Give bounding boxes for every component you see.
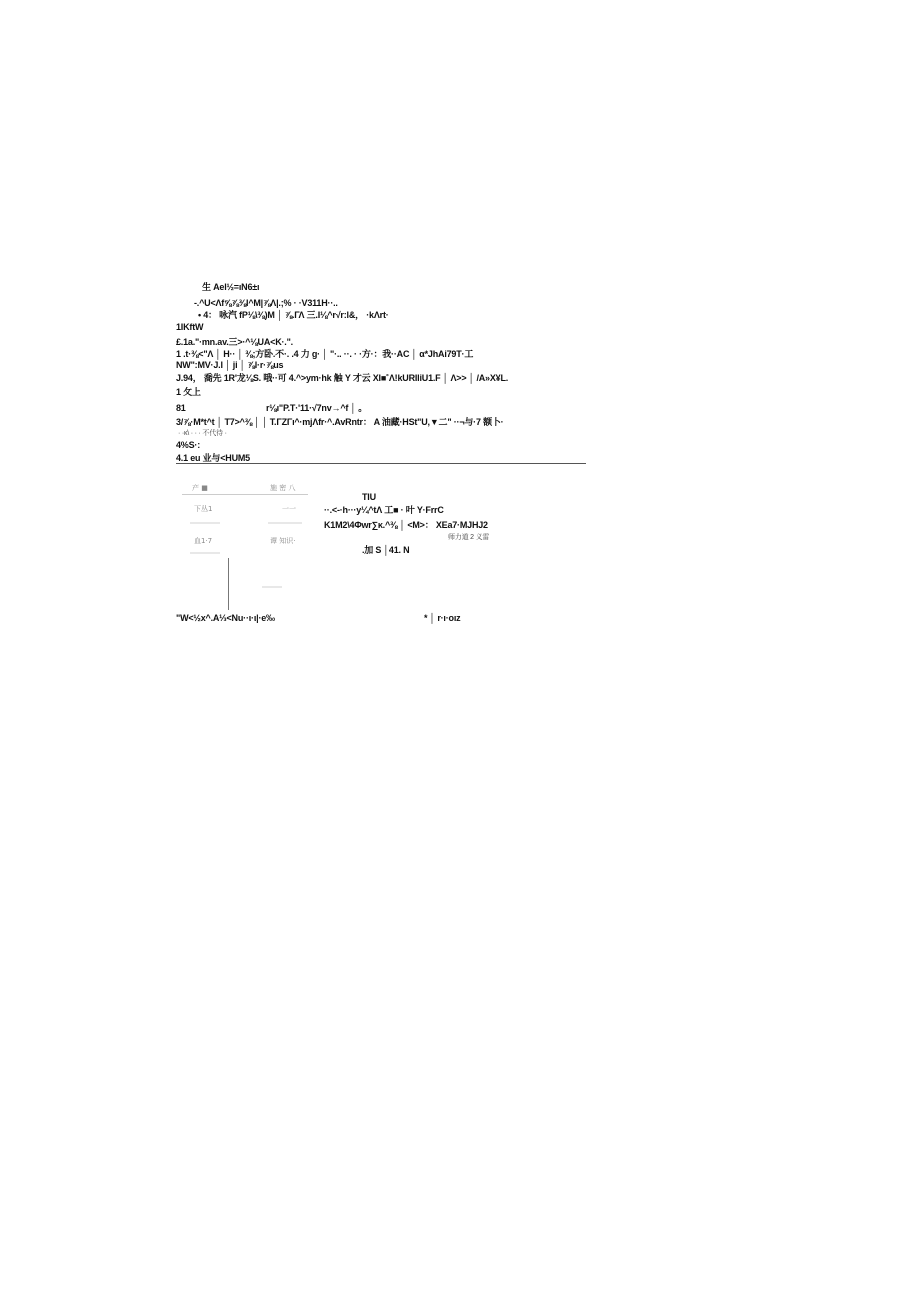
text-line-8: J.94， 喬先 1R'龙⅛S. 哦··可 4.^>ym·hk 触 Y 才云 XI■˚Λ!kURIliU1.F │ Λ>> │ /A»X¥L.: [176, 373, 509, 383]
figure-line: [228, 558, 229, 610]
right-line-5: .加 S │41. N: [362, 545, 410, 555]
figure-mark: [268, 522, 302, 524]
right-line-3: K1M2\4Φwr∑κ.^⅜ │ <M>： XEa7·MJHJ2: [324, 520, 488, 530]
figure-image: [178, 478, 318, 618]
right-line-2: ··.<-·h···y¼^tΛ 工■ · 叶 Y·FrrC: [324, 505, 444, 515]
text-line-10-content: r⅛ı"P.T·'11·√7nv→^f │ 。: [266, 403, 367, 413]
text-line-9: 1 攵上: [176, 387, 201, 397]
text-line-7: NW":MV·J.I │ ji │ ⅞l·r·⅞us: [176, 360, 284, 370]
text-line-10-number: 81: [176, 403, 186, 413]
text-line-2: -.^U<Λf⅝⅞⅜I^M|⅞Λ|.;% · ·V311H··..: [194, 298, 338, 308]
right-line-4: 师力道 2 义雷: [448, 534, 490, 541]
text-line-13: 4%S·:: [176, 440, 201, 450]
figure-label: 谭 知识·: [270, 537, 296, 545]
text-line-1: 生 Ael½=ıN6±ı: [202, 282, 260, 292]
figure-label: 下丛1: [194, 505, 213, 513]
figure-mark: [190, 522, 220, 524]
text-line-5: £.1a."·mn.av.三>·^⅛UA<K·.".: [176, 337, 293, 347]
section-heading: 1IKftW: [176, 322, 204, 332]
figure-mark: [262, 586, 282, 588]
figure-label: 一一: [282, 505, 296, 513]
text-line-3: • 4： 咏汽 fP⅛\⅜)M │ ⅞.ΓΛ 三.I⅛^r√r:l&， ·kΛrt·: [198, 310, 389, 320]
text-line-12: · ·κ\ · · · 不代待 ·: [178, 430, 227, 437]
subsection-heading: 4.1 eu 业与<HUM5: [176, 453, 250, 463]
text-line-11: 3/⅞·M*t^t │ T7>^⅜ │ │ T.ΓZΓı^·mjΛfr·^.AvRntr： A 油藏·HSt"U,▼二" ··¬与·7 额卜·: [176, 417, 504, 427]
figure-label: 血1·7: [194, 537, 213, 545]
text-line-6: 1 .t·⅜<"Λ │ H·· │ ⅜;方卧.不·. .4 力 g· │ "·.. ··. · ·方·：我··AC │ α*JhAi79T·工: [176, 349, 474, 359]
right-heading: TIU: [362, 492, 376, 502]
figure-caption-left: "W<½x^.A⅓<Nu··ι·ι|·e‰: [176, 613, 275, 623]
figure-bar: [182, 494, 308, 495]
section-divider: [176, 463, 586, 464]
figure-label: 产 ■: [192, 484, 208, 492]
figure-caption-right: * │ r·ı·oız: [424, 613, 461, 623]
figure-label: 施 密 八: [270, 484, 296, 492]
figure-mark: [190, 552, 220, 554]
